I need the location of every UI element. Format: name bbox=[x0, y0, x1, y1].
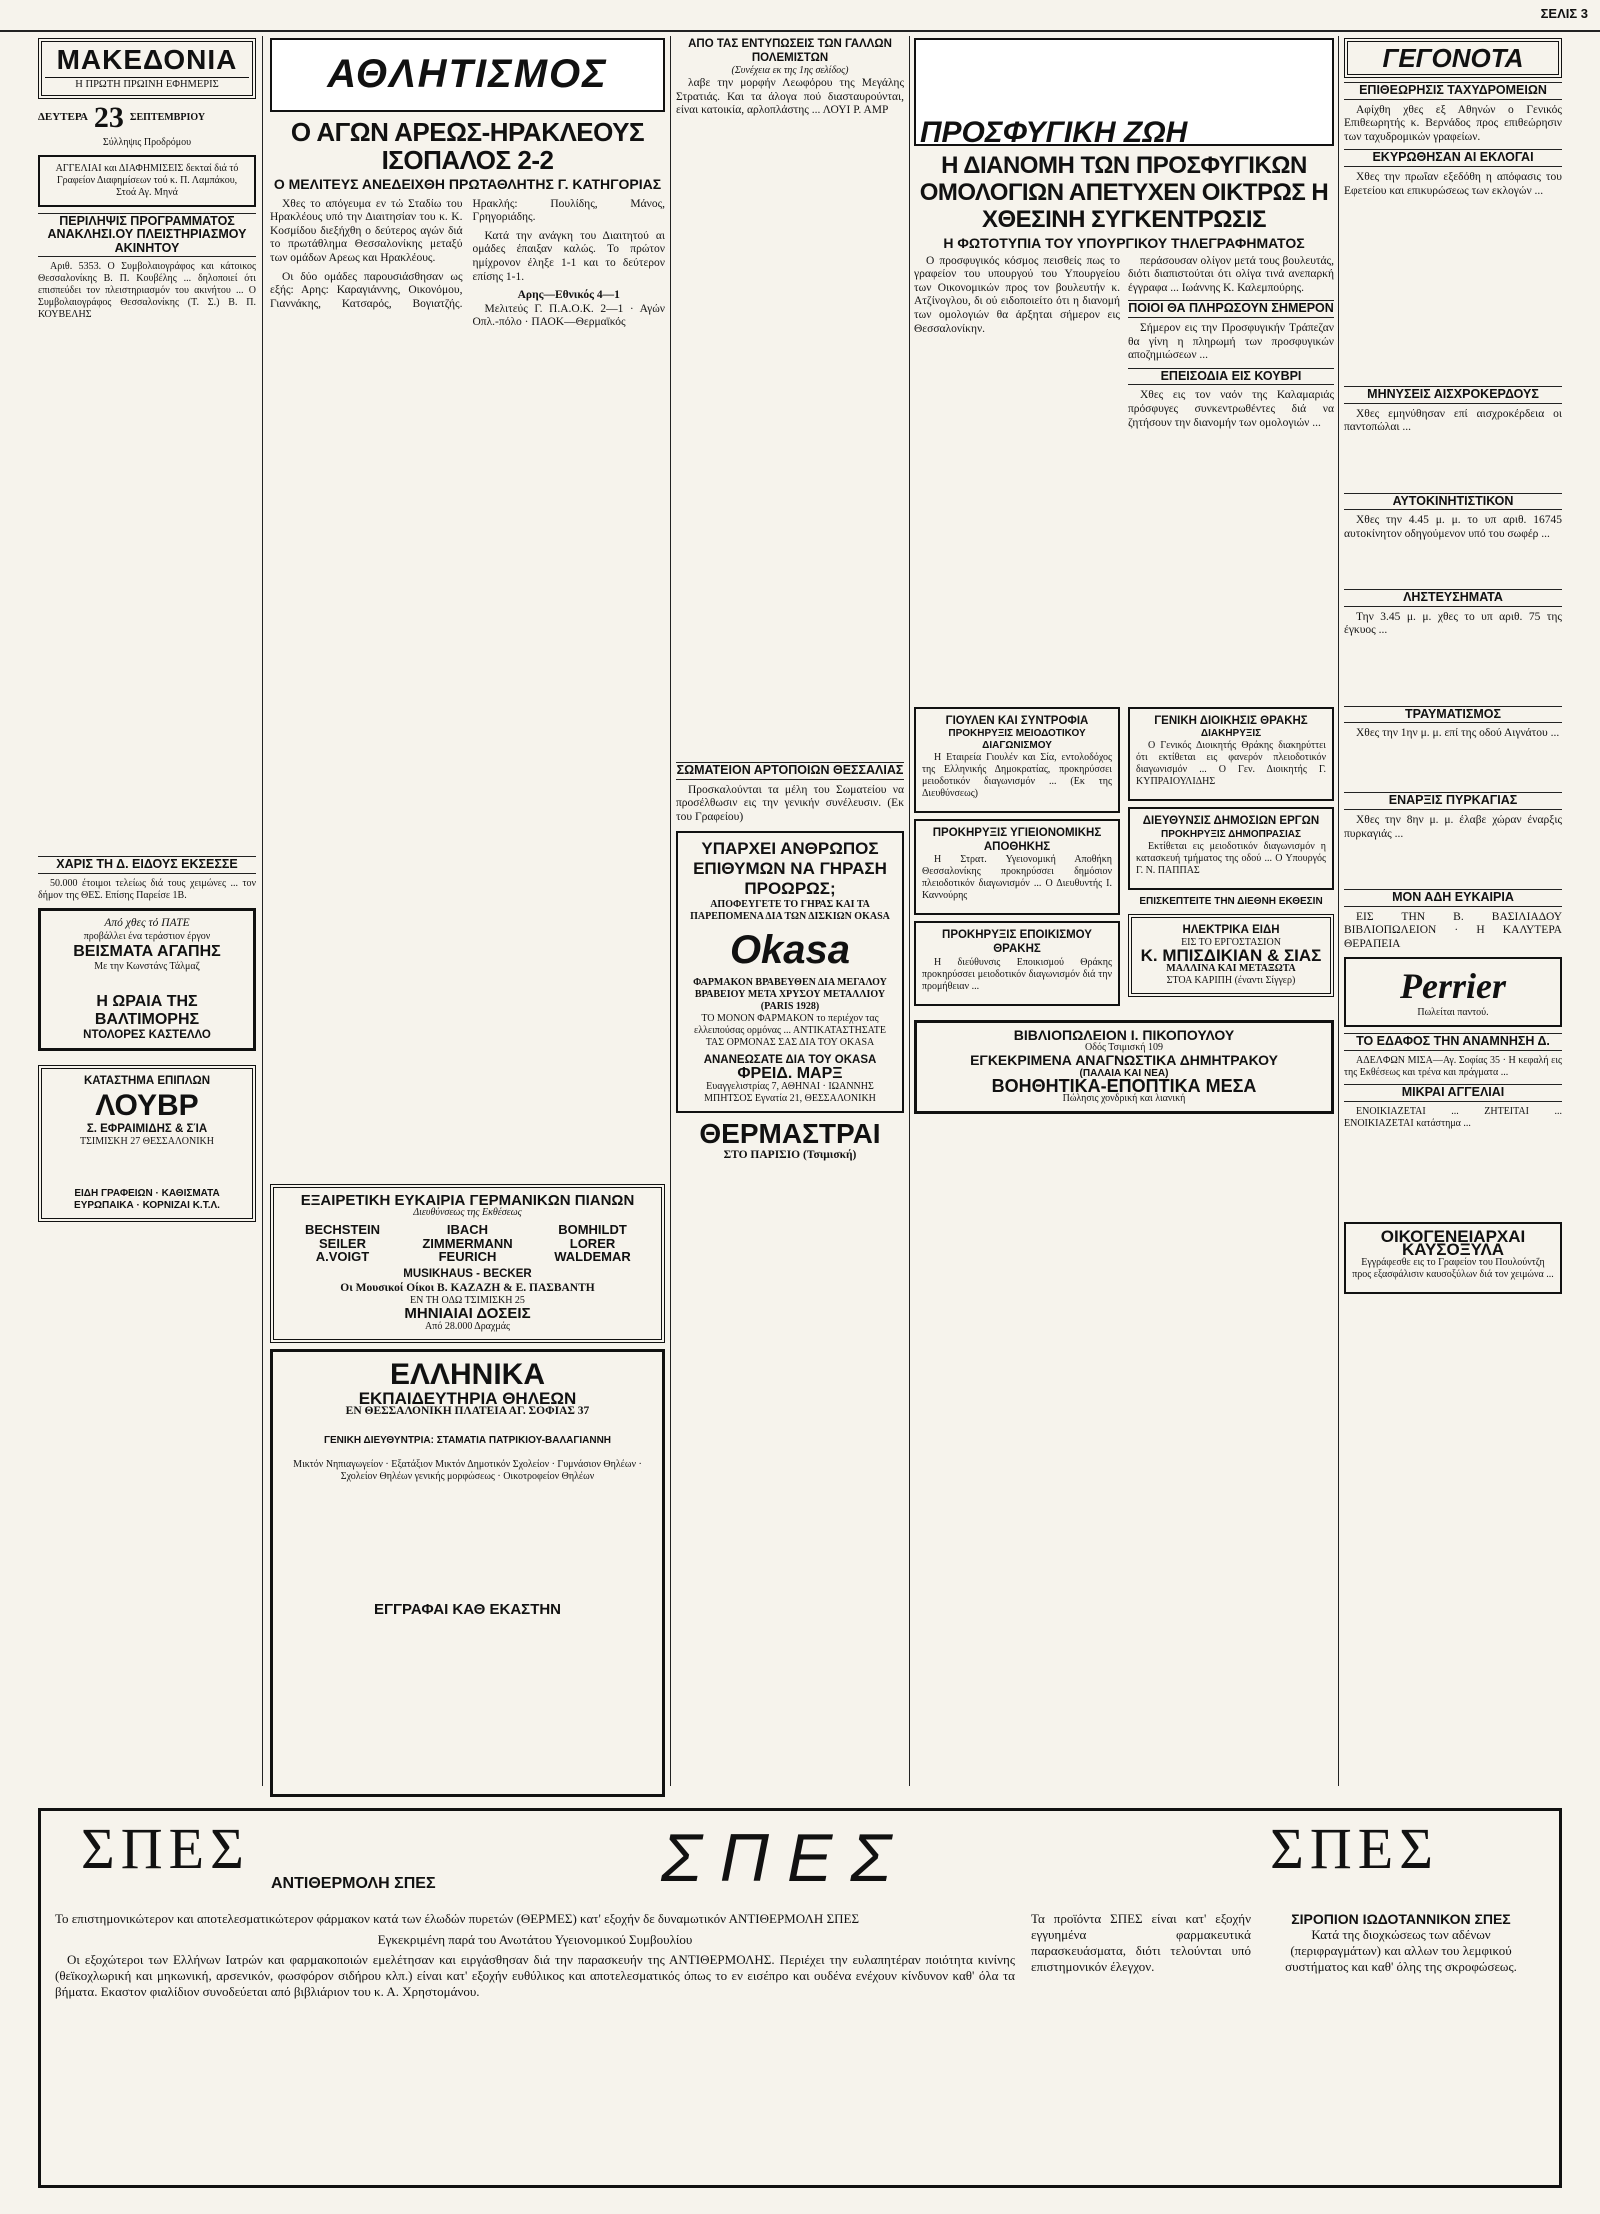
piano-heading: ΕΞΑΙΡΕΤΙΚΗ ΕΥΚΑΙΡΙΑ ΓΕΡΜΑΝΙΚΩΝ ΠΙΑΝΩΝ bbox=[300, 1191, 635, 1209]
column-rule bbox=[1338, 36, 1339, 1786]
supply-text: Η διεύθυνσις Εποικισμού Θράκης προκηρύσσει μειοδοτικόν διαγωνισμόν διά την προμήθειαν ... bbox=[922, 956, 1112, 992]
piano-brand: WALDEMAR bbox=[554, 1249, 631, 1265]
piano-brand: IBACH bbox=[446, 1222, 489, 1238]
refugee-col-left bbox=[914, 255, 1120, 695]
exhibition-heading: ΕΠΙΣΚΕΠΤΕΙΤΕ ΤΗΝ ΔΙΕΘΝΗ ΕΚΘΕΣΙΝ bbox=[1139, 895, 1323, 907]
works-sub: ΠΡΟΚΗΡΥΞΙΣ ΔΗΜΟΠΡΑΣΙΑΣ bbox=[1161, 828, 1301, 840]
news-text: Χθες την 1ην μ. μ. επί της οδού Αιγνάτου ... bbox=[1356, 727, 1560, 740]
ad-notice: ΑΓΓΕΛΙΑΙ και ΔΙΑΦΗΜΙΣΕΙΣ δεκταί διά τό Γραφείον Διαφημίσεων τού κ. Π. Λαμπάκου, Στοά Αγ. Μηνά bbox=[38, 155, 256, 207]
piano-price: Από 28.000 Δραχμάς bbox=[425, 1320, 510, 1332]
school-director: ΓΕΝΙΚΗ ΔΙΕΥΘΥΝΤΡΙΑ: ΣΤΑΜΑΤΙΑ ΠΑΤΡΙΚΙΟΥ-ΒΑΛΑΓΙΑΝΝΗ bbox=[323, 1434, 612, 1446]
notices-right bbox=[1128, 701, 1334, 1012]
louvre-name: ΛΟΥΒΡ bbox=[95, 1088, 199, 1122]
sport-section-banner bbox=[270, 38, 665, 112]
top-strip bbox=[0, 0, 1600, 32]
okasa-agent: ΦΡΕΙΔ. ΜΑΡΞ bbox=[737, 1065, 843, 1083]
perrier-ad bbox=[1344, 957, 1562, 1027]
news-text: Χθες την 4.45 μ. μ. το υπ αριθ. 16745 αυτοκίνητον οδηγούμενον υπό του σωφέρ ... bbox=[1344, 514, 1562, 540]
spes-brand-center: ΣΠΕΣ bbox=[661, 1820, 910, 1896]
news-heading: ΕΠΙΘΕΩΡΗΣΙΣ ΤΑΧΥΔΡΟΜΕΙΩΝ bbox=[1344, 82, 1562, 100]
sport-body bbox=[270, 198, 665, 1178]
masthead-subtitle: Η ΠΡΩΤΗ ΠΡΩΙΝΗ ΕΦΗΜΕΡΙΣ bbox=[45, 77, 249, 92]
electric-address: ΣΤΟΑ ΚΑΡΙΠΗ (έναντι Σίγγερ) bbox=[1166, 974, 1296, 986]
okasa-award: ΦΑΡΜΑΚΟΝ ΒΡΑΒΕΥΘΕΝ ΔΙΑ ΜΕΓΑΛΟΥ ΒΡΑΒΕΙΟΥ ΜΕΤΑ ΧΡΥΣΟΥ ΜΕΤΑΛΛΙΟΥ (PARIS 1928) bbox=[693, 976, 887, 1012]
louvre-items: ΕΙΔΗ ΓΡΑΦΕΙΩΝ · ΚΑΘΙΣΜΑΤΑ ΕΥΡΩΠΑΙΚΑ · ΚΟΡΝΙΖΑΙ Κ.Τ.Λ. bbox=[74, 1188, 220, 1212]
union-heading: ΣΩΜΑΤΕΙΟΝ ΑΡΤΟΠΟΙΩΝ ΘΕΣΣΑΛΙΑΣ bbox=[676, 762, 904, 780]
electric-items: ΜΑΛΛΙΝΑ ΚΑΙ ΜΕΤΑΞΩΤΑ bbox=[1166, 962, 1296, 974]
perrier-sub: Πωλείται παντού. bbox=[1417, 1007, 1489, 1019]
news-text: Χθες την πρωΐαν εξεδόθη η απόφασις του Εφετείου και επικυρώσεως των εκλογών ... bbox=[1344, 170, 1562, 197]
news-text: Αφίχθη χθες εξ Αθηνών ο Γενικός Επιθεωρητής κ. Βερνάδος προς επιθεώρησιν των ταχυδρομικών γραφείων. bbox=[1344, 103, 1562, 143]
supply-heading: ΠΡΟΚΗΡΥΞΙΣ ΕΠΟΙΚΙΣΜΟΥ ΘΡΑΚΗΣ bbox=[942, 929, 1092, 955]
bookshop-heading: ΒΙΒΛΙΟΠΩΛΕΙΟΝ Ι. ΠΙΚΟΠΟΥΛΟΥ bbox=[1013, 1026, 1235, 1043]
spes-brand-left: ΣΠΕΣ bbox=[81, 1816, 250, 1881]
date-line bbox=[38, 100, 256, 134]
date-day: ΔΕΥΤΕΡΑ bbox=[38, 110, 88, 123]
refugee-subhead: Η ΦΩΤΟΤΥΠΙΑ ΤΟΥ ΥΠΟΥΡΓΙΚΟΥ ΤΗΛΕΓΡΑΦΗΜΑΤΟΣ bbox=[943, 235, 1305, 251]
notices-left bbox=[914, 701, 1120, 1012]
who-pays-text: Σήμερον εις την Προσφυγικήν Τράπεζαν θα γίνη η πληρωμή των προσφυγικών αποζημιώσεων ... bbox=[1128, 321, 1334, 362]
refugee-body bbox=[914, 255, 1334, 695]
thrace-notice bbox=[1128, 707, 1334, 802]
school-subtitle: ΕΚΠΑΙΔΕΥΤΗΡΙΑ ΘΗΛΕΩΝ bbox=[358, 1388, 577, 1408]
film-sub: προβάλλει ένα τεράστιον έργον bbox=[83, 930, 211, 942]
stove-ad bbox=[676, 1119, 904, 1163]
louvre-top: ΚΑΤΑΣΤΗΜΑ ΕΠΙΠΛΩΝ bbox=[83, 1075, 211, 1088]
school-title: ΕΛΛΗΝΙΚΑ bbox=[389, 1357, 546, 1391]
refugee-text: Ο προσφυγικός κόσμος πεισθείς πως το γραφείον του υπουργού του Υπουργείου των Οικονομικών προς τον βουλευτήν κ. Ατζίνογλου, δι ού ειδοποιείτο ότι η διανομή των ομολογιών θα άρξηται σήμερον εις Θεσσαλονίκην. bbox=[914, 254, 1120, 335]
supply-notice bbox=[914, 921, 1120, 1005]
column-rule bbox=[909, 36, 910, 1786]
okasa-heading: ΥΠΑΡΧΕΙ ΑΝΘΡΩΠΟΣ ΕΠΙΘΥΜΩΝ ΝΑ ΓΗΡΑΣΗ ΠΡΟΩΡΩΣ; bbox=[693, 838, 887, 898]
news-heading: ΜΟΝ ΑΔΗ ΕΥΚΑΙΡΙΑ bbox=[1344, 889, 1562, 907]
charity-heading: ΧΑΡΙΣ ΤΗ Δ. ΕΙΔΟΥΣ ΕΚΣΕΣΣΕ bbox=[38, 856, 256, 874]
louvre-owner: Σ. ΕΦΡΑΙΜΙΔΗΣ & ΣΊΑ bbox=[86, 1122, 208, 1135]
adv-heading: ΤΟ ΕΔΑΦΟΣ ΤΗΝ ΑΝΑΜΝΗΣΗ Δ. bbox=[1344, 1033, 1562, 1051]
film-top: Από χθες τό ΠΑΤΕ bbox=[104, 916, 190, 929]
sport-para: Κατά την ανάγκη του Διαιτητού αι ομάδες έπαιξαν καλώς. Το πρώτον ημίχρονον έληξε 1-1 και το δεύτερον επίσης 1-1. bbox=[472, 229, 665, 283]
news-heading: ΑΥΤΟΚΙΝΗΤΙΣΤΙΚΟΝ bbox=[1344, 493, 1562, 511]
news-heading: ΤΡΑΥΜΑΤΙΣΜΟΣ bbox=[1344, 706, 1562, 724]
column-1 bbox=[38, 38, 256, 1788]
bookshop-footer: Πώλησις χονδρική και λιανική bbox=[1062, 1093, 1186, 1105]
news-heading: ΕΚΥΡΩΘΗΣΑΝ ΑΙ ΕΚΛΟΓΑΙ bbox=[1344, 149, 1562, 167]
masthead bbox=[38, 38, 256, 99]
column-3 bbox=[676, 38, 904, 1798]
youth-notice bbox=[914, 707, 1120, 814]
hygiene-heading: ΠΡΟΚΗΡΥΞΙΣ ΥΓΙΕΙΟΝΟΜΙΚΗΣ ΑΠΟΘΗΚΗΣ bbox=[932, 827, 1102, 853]
okasa-agent-address: Ευαγγελιστρίας 7, ΑΘΗΝΑΙ · ΙΩΑΝΝΗΣ ΜΠΗΤΣΟΣ Εγνατία 21, ΘΕΣΣΑΛΟΝΙΚΗ bbox=[704, 1080, 876, 1104]
charity-text: 50.000 έτοιμοι τελείως διά τους χειμώνες ... τον δήμον της ΘΕΣ. Επίσης Παρείσε 1Β. bbox=[38, 877, 256, 901]
news-heading: ΕΝΑΡΞΙΣ ΠΥΡΚΑΓΙΑΣ bbox=[1344, 792, 1562, 810]
impressions-sub: (Συνέχεια εκ της 1ης σελίδος) bbox=[731, 65, 849, 77]
bookshop-ad bbox=[914, 1020, 1334, 1115]
spes-product-left: ΑΝΤΙΘΕΡΜΟΛΗ ΣΠΕΣ bbox=[271, 1875, 436, 1892]
spes-brand-right: ΣΠΕΣ bbox=[1270, 1816, 1439, 1881]
youth-sub: ΠΡΟΚΗΡΥΞΙΣ ΜΕΙΟΔΟΤΙΚΟΥ ΔΙΑΓΩΝΙΣΜΟΥ bbox=[948, 728, 1086, 752]
piano-brand: BECHSTEIN bbox=[304, 1222, 381, 1238]
date-number: 23 bbox=[93, 100, 124, 134]
okasa-ad bbox=[676, 831, 904, 1113]
piano-brands bbox=[280, 1223, 655, 1264]
okasa-body: ΤΟ ΜΟΝΟΝ ΦΑΡΜΑΚΟΝ το περιέχον τας ελλειπούσας ορμόνας ... ΑΝΤΙΚΑΤΑΣΤΗΣΑΤΕ ΤΑΣ ΟΡΜΟΝΑΣ ΣΑΣ ΔΙΑ ΤΟΥ OKASA bbox=[694, 1012, 886, 1048]
okasa-cta: ΑΝΑΝΕΩΣΑΤΕ ΔΙΑ ΤΟΥ OKASA bbox=[703, 1053, 877, 1066]
column-rule bbox=[262, 36, 263, 1786]
piano-ad bbox=[270, 1184, 665, 1343]
refugee-text: περάσουσαν ολίγον μετά τους βουλευτάς, διότι διαπιστούται ότι ολίγα τινά ανεπαρκή έγγραφα ... Ιωάννης Κ. Καλεμπούρης. bbox=[1128, 254, 1334, 294]
school-address: ΕΝ ΘΕΣΣΑΛΟΝΙΚΗ ΠΛΑΤΕΙΑ ΑΓ. ΣΟΦΙΑΣ 37 bbox=[345, 1405, 590, 1418]
news-section-title: ΓΕΓΟΝΟΤΑ bbox=[1344, 38, 1562, 78]
firewood-sub: ΚΑΥΣΟΞΥΛΑ bbox=[1401, 1240, 1505, 1260]
perrier-logo: Perrier bbox=[1400, 966, 1506, 1007]
spes-body: Οι εξοχώτεροι των Ελλήνων Ιατρών και φαρμακοποιών εμελέτησαν και ειργάσθησαν διά την παρασκευήν της ΑΝΤΙΘΕΡΜΟΛΗΣ. Περιέχει την ευλαπητέραν ποιότητα κινίνης (θεϊκοχλωρική και μηκωνική, αρσενικόν, φωσφόρον σιδήρου κλπ.) είναι κατ' εξοχήν ευθύλικος και αποτελεσματικός όπως το εν εισέπρο και ουδένα ενέχουν κίνδυνον καθ' όλα τα βήματα. Εκαστον φιαλίδιον συνοδεύεται από βιβλιάριον του κ. Α. Χρηστομάνου. bbox=[55, 1952, 1015, 1999]
thrace-heading: ΓΕΝΙΚΗ ΔΙΟΙΚΗΣΙΣ ΘΡΑΚΗΣ bbox=[1154, 714, 1308, 727]
spes-mid-text: Τα προϊόντα ΣΠΕΣ είναι κατ' εξοχήν εγγυημένα φαρμακευτικά παρασκευάσματα, διότι τελούνται υπό επιστημονικόν έλεγχον. bbox=[1031, 1911, 1251, 1974]
auction-heading: ΠΕΡΙΛΗΨΙΣ ΠΡΟΓΡΑΜΜΑΤΟΣ ΑΝΑΚΛΗΣΙ.ΟΥ ΠΛΕΙΣΤΗΡΙΑΣΜΟΥ ΑΚΙΝΗΤΟΥ bbox=[38, 213, 256, 258]
piano-sub: Διευθύνσεως της Εκθέσεως bbox=[413, 1207, 522, 1219]
spes-left-text bbox=[55, 1911, 1015, 2005]
sport-subhead: Ο ΜΕΛΙΤΕΥΣ ΑΝΕΔΕΙΧΘΗ ΠΡΩΤΑΘΛΗΤΗΣ Γ. ΚΑΤΗΓΟΡΙΑΣ bbox=[273, 176, 662, 192]
works-text: Εκτίθεται εις μειοδοτικόν διαγωνισμόν η κατασκευή τμήματος της οδού ... Ο Υπουργός Γ. Ν. ΠΑΠΠΑΣ bbox=[1136, 840, 1326, 876]
sport-section-title: ΑΘΛΗΤΙΣΜΟΣ bbox=[327, 52, 608, 97]
classifieds-text: ΕΝΟΙΚΙΑΖΕΤΑΙ ... ΖΗΤΕΙΤΑΙ ... ΕΝΟΙΚΙΑΖΕΤΑΙ κατάστημα ... bbox=[1344, 1105, 1562, 1129]
sport-results-heading: Αρης—Εθνικός 4—1 bbox=[517, 289, 620, 302]
electric-name: Κ. ΜΠΙΣΔΙΚΙΑΝ & ΣΙΑΣ bbox=[1140, 946, 1322, 966]
column-5 bbox=[1344, 38, 1562, 1798]
union-text: Προσκαλούνται τα μέλη του Σωματείου να προσέλθωσιν εις την γενικήν συνέλευσιν. (Εκ του Γραφείου) bbox=[676, 783, 904, 823]
news-heading: ΛΗΣΤΕΥΣΗΜΑΤΑ bbox=[1344, 589, 1562, 607]
louvre-ad bbox=[38, 1065, 256, 1222]
louvre-address: ΤΣΙΜΙΣΚΗ 27 ΘΕΣΣΑΛΟΝΙΚΗ bbox=[80, 1136, 214, 1148]
who-pays-heading: ΠΟΙΟΙ ΘΑ ΠΛΗΡΩΣΟΥΝ ΣΗΜΕΡΟΝ bbox=[1128, 300, 1334, 318]
firewood-heading: ΟΙΚΟΓΕΝΕΙΑΡΧΑΙ bbox=[1380, 1226, 1526, 1246]
electric-heading: ΗΛΕΚΤΡΙΚΑ ΕΙΔΗ bbox=[1182, 923, 1280, 936]
notices-row bbox=[914, 701, 1334, 1012]
column-4 bbox=[914, 38, 1334, 1798]
school-body: Μικτόν Νηπιαγωγείον · Εξατάξιον Μικτόν Δημοτικόν Σχολείον · Γυμνάσιον Θηλέων · Σχολείον Θηλέων γενικής μορφώσεως · Οικοτροφείον Θηλέων bbox=[293, 1458, 642, 1482]
masthead-title: ΜΑΚΕΔΟΝΙΑ bbox=[56, 44, 238, 75]
piano-dealer: Οι Μουσικοί Οίκοι Β. ΚΑΖΑΖΗ & Ε. ΠΑΣΒΑΝΤΗ bbox=[340, 1281, 595, 1294]
news-text: Χθες την 8ην μ. μ. έλαβε χώραν έναρξις πυρκαγιάς ... bbox=[1344, 813, 1562, 840]
thrace-text: Ο Γενικός Διοικητής Θράκης διακηρύττει ότι εκτίθεται εις φανερόν πλειοδοτικόν διαγωνισμόν ... Ο Γεν. Διοικητής Γ. ΚΥΠΡΑΙΟΥΛΙΔΗΣ bbox=[1136, 740, 1326, 788]
bookshop-sub-3: ΒΟΗΘΗΤΙΚΑ-ΕΠΟΠΤΙΚΑ ΜΕΣΑ bbox=[991, 1075, 1257, 1096]
piano-brand: A.VOIGT bbox=[315, 1249, 370, 1265]
refugee-section-banner bbox=[914, 38, 1334, 150]
refugee-section-title: ΠΡΟΣΦΥΓΙΚΗ ΖΩΗ bbox=[920, 116, 1188, 150]
stove-sub: ΣΤΟ ΠΑΡΙΣΙΟ (Τσιμισκή) bbox=[723, 1148, 857, 1161]
stove-heading: ΘΕΡΜΑΣΤΡΑΙ bbox=[699, 1117, 881, 1149]
piano-brand: ZIMMERMANN bbox=[422, 1235, 513, 1251]
film-title-2: Η ΩΡΑΙΑ ΤΗΣ ΒΑΛΤΙΜΟΡΗΣ bbox=[94, 992, 200, 1028]
impressions-heading: ΑΠΟ ΤΑΣ ΕΝΤΥΠΩΣΕΙΣ ΤΩΝ ΓΑΛΛΩΝ ΠΟΛΕΜΙΣΤΩΝ bbox=[688, 38, 892, 64]
film-title: ΒΕΙΣΜΑΤΑ ΑΓΑΠΗΣ bbox=[73, 942, 221, 960]
spes-right-product: ΣΙΡΟΠΙΟΝ ΙΩΔΟΤΑΝΝΙΚΟΝ ΣΠΕΣ bbox=[1291, 1911, 1511, 1927]
sport-headline: Ο ΑΓΩΝ ΑΡΕΩΣ-ΗΡΑΚΛΕΟΥΣ ΙΣΟΠΑΛΟΣ 2-2 bbox=[290, 117, 645, 175]
hygiene-notice bbox=[914, 819, 1120, 915]
incident-heading: ΕΠΕΙΣΟΔΙΑ ΕΙΣ ΚΟΥΒΡΙ bbox=[1128, 368, 1334, 386]
incident-text: Χθες εις τον ναόν της Καλαμαριάς πρόσφυγες συνκεντρωθέντες διά να ζητήσουν την διανομήν των ομολογιών ... bbox=[1128, 389, 1334, 429]
youth-heading: ΓΙΟΥΛΕΝ ΚΑΙ ΣΥΝΤΡΟΦΙΑ bbox=[945, 714, 1089, 727]
okasa-logo: Okasa bbox=[729, 927, 851, 972]
news-text: Χθες εμηνύθησαν επί αισχροκέρδεια οι παντοπώλαι ... bbox=[1344, 407, 1562, 434]
auction-text: Αριθ. 5353. Ο Συμβολαιογράφος και κάτοικος Θεσσαλονίκης Β. Π. Κουβέλης ... δηλοποιεί ότι επισπεύδει τον πλειστηριασμόν του ακινήτου ... Ο Συμβολαιογράφος Θεσσαλονίκης (Τ. Σ.) Β. Π. ΚΟΥΒΕΛΗΣ bbox=[38, 261, 256, 321]
impressions-text: λαβε την μορφήν Λεωφόρου της Μεγάλης Στρατιάς. Και τα άλογα πού διασταυρούνται, είναι κατοικία, αρλοπλάστης ... ΛΟΥΙ Ρ. ΑΜΡ bbox=[676, 77, 904, 117]
works-heading: ΔΙΕΥΘΥΝΣΙΣ ΔΗΜΟΣΙΩΝ ΕΡΓΩΝ bbox=[1142, 815, 1320, 828]
spes-right-block bbox=[1271, 1911, 1531, 1980]
piano-address: ΕΝ ΤΗ ΟΔΩ ΤΣΙΜΙΣΚΗ 25 bbox=[410, 1295, 525, 1307]
piano-brand: LORER bbox=[569, 1235, 616, 1251]
piano-brand: BOMHILDT bbox=[558, 1222, 627, 1238]
thrace-sub: ΔΙΑΚΗΡΥΞΙΣ bbox=[1200, 728, 1262, 740]
school-footer: ΕΓΓΡΑΦΑΙ ΚΑΘ ΕΚΑΣΤΗΝ bbox=[373, 1600, 562, 1618]
news-text: ΕΙΣ ΤΗΝ Β. ΒΑΣΙΛΙΑΔΟΥ ΒΙΒΛΙΟΠΩΛΕΙΟΝ · Η ΚΑΛΥΤΕΡΑ ΘΕΡΑΠΕΙΑ bbox=[1344, 910, 1562, 950]
piano-brand: FEURICH bbox=[438, 1249, 497, 1265]
okasa-sub: ΑΠΟΦΕΥΓΕΤΕ ΤΟ ΓΗΡΑΣ ΚΑΙ ΤΑ ΠΑΡΕΠΟΜΕΝΑ ΔΙΑ ΤΩΝ ΔΙΣΚΙΩΝ OKASA bbox=[690, 898, 890, 922]
refugee-headline: Η ΔΙΑΝΟΜΗ ΤΩΝ ΠΡΟΣΦΥΓΙΚΩΝ ΟΜΟΛΟΓΙΩΝ ΑΠΕΤΥΧΕΝ ΟΙΚΤΡΩΣ Η ΧΘΕΣΙΝΗ ΣΥΓΚΕΝΤΡΩΣΙΣ bbox=[919, 152, 1329, 233]
electric-sub: ΕΙΣ ΤΟ ΕΡΓΟΣΤΑΣΙΟΝ bbox=[1181, 937, 1281, 949]
column-2 bbox=[270, 38, 665, 1798]
spes-endorse: Εγκεκριμένη παρά του Ανωτάτου Υγειονομικού Συμβουλίου bbox=[377, 1932, 693, 1947]
sport-results: Μελιτεύς Γ. Π.Α.Ο.Κ. 2—1 · Αγών Οπλ.-πόλο · ΠΑΟΚ—Θερμαϊκός bbox=[472, 302, 665, 329]
classifieds-heading: ΜΙΚΡΑΙ ΑΓΓΕΛΙΑΙ bbox=[1344, 1084, 1562, 1102]
firewood-text: Εγγράφεσθε εις το Γραφείον του Πουλούντζη προς εξασφάλισιν καυσοξύλων διά τον χειμώνα ... bbox=[1352, 1256, 1554, 1280]
piano-terms: ΜΗΝΙΑΙΑΙ ΔΟΣΕΙΣ bbox=[404, 1305, 531, 1323]
adv-text: ΑΔΕΛΦΩΝ ΜΙΣΑ—Αγ. Σοφίας 35 · Η κεφαλή εις της Εκθέσεως και τρένα και πράγματα ... bbox=[1344, 1054, 1562, 1078]
date-month: ΣΕΠΤΕΜΒΡΙΟΥ bbox=[129, 111, 206, 123]
spes-ad bbox=[38, 1808, 1562, 2188]
piano-brand: SEILER bbox=[319, 1235, 366, 1251]
film-star: ΝΤΟΛΟΡΕΣ ΚΑΣΤΕΛΛΟ bbox=[83, 1028, 211, 1041]
hygiene-text: Η Στρατ. Υγειονομική Αποθήκη Θεσσαλονίκης προκηρύσσει δημόσιον πλειοδοτικόν διαγωνισμόν ... Ο Διευθυντής Ι. Καννούρης bbox=[922, 854, 1112, 902]
film-ad bbox=[38, 908, 256, 1051]
spes-intro: Το επιστημονικώτερον και αποτελεσματικώτερον φάρμακον κατά των έλωδών πυρετών (ΘΕΡΜΕΣ) κατ' εξοχήν δε δυναμωτικόν ΑΝΤΙΘΕΡΜΟΛΗ ΣΠΕΣ bbox=[55, 1911, 860, 1926]
film-with: Με την Κωνστάνς Τάλμαζ bbox=[94, 960, 200, 972]
refugee-col-right bbox=[1128, 255, 1334, 695]
page-number: ΣΕΛΙΣ 3 bbox=[1540, 6, 1588, 21]
firewood-ad bbox=[1344, 1222, 1562, 1294]
news-text: Την 3.45 μ. μ. χθες το υπ αριθ. 75 της έγκυος ... bbox=[1344, 610, 1562, 637]
bookshop-address: Οδός Τσιμισκή 109 bbox=[1085, 1042, 1163, 1054]
sport-para: Οι δύο ομάδες παρουσιάσθησαν ως εξής: Αρης: Καραγιάννης, Οικονόμου, Γιαννάκης, Κατσαρός, Βογιατζής. Ηρακλής: Πουλίδης, Μάνος, Γρηγοριάδης. bbox=[270, 197, 665, 310]
piano-brand-2: MUSIKHAUS - BECKER bbox=[403, 1267, 532, 1280]
school-ad bbox=[270, 1349, 665, 1797]
works-notice bbox=[1128, 807, 1334, 890]
spes-right-text: Κατά της διοχκώσεως των αδένων (περιφραγμάτων) και αλλων του λεμφικού συστήματος και καθ' όλης της σκροφώσεως. bbox=[1285, 1927, 1517, 1974]
electric-ad bbox=[1128, 914, 1334, 997]
youth-text: Η Εταιρεία Γιουλέν και Σία, εντολοδόχος της Ελληνικής Δημοκρατίας, προκηρύσσει μειοδοτικόν διαγωνισμόν ... (Εκ της Διευθύνσεως) bbox=[922, 752, 1112, 800]
bookshop-sub: ΕΓΚΕΚΡΙΜΕΝΑ ΑΝΑΓΝΩΣΤΙΚΑ ΔΗΜΗΤΡΑΚΟΥ bbox=[970, 1052, 1278, 1069]
column-rule bbox=[670, 36, 671, 1786]
bookshop-sub-2: (ΠΑΛΑΙΑ ΚΑΙ ΝΕΑ) bbox=[1079, 1067, 1169, 1079]
saint-day: Σύλληψις Προδρόμου bbox=[102, 136, 192, 148]
news-heading: ΜΗΝΥΣΕΙΣ ΑΙΣΧΡΟΚΕΡΔΟΥΣ bbox=[1344, 386, 1562, 404]
sport-para: Χθες το απόγευμα εν τώ Σταδίω του Ηρακλέους υπό την Διαιτησίαν του κ. Κ. Κοσμίδου διεξήχθη ο δεύτερος αγών διά το πρωτάθλημα Θεσσαλονίκης μεταξύ των ομάδων Αρεως και Ηρακλέους. bbox=[270, 197, 463, 264]
